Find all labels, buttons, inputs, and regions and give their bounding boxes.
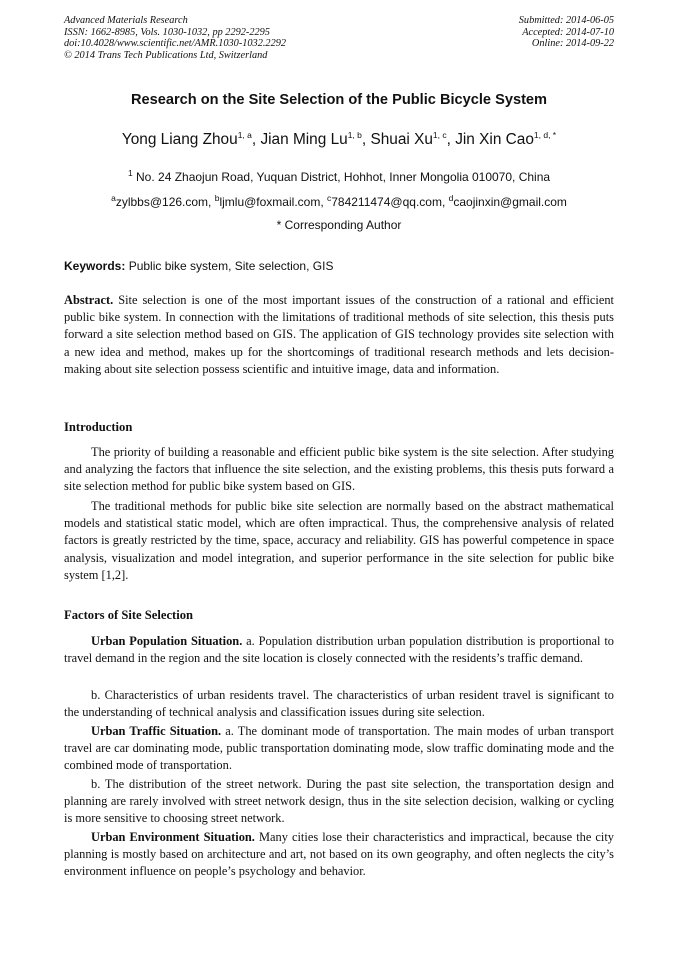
doi-line: doi:10.4028/www.scientific.net/AMR.1030-1032.2292 xyxy=(64,38,287,50)
email-link[interactable]: 784211474@qq.com, xyxy=(331,195,449,209)
journal-name: Advanced Materials Research xyxy=(64,15,188,26)
factors-paragraph: Urban Environment Situation. Many cities lose their characteristics and impractical, because the city planning is mostly based on architecture and art, not based on its own geography, and often neglects the city’s environment influence on people’s psychology and behavior. xyxy=(64,830,615,879)
introduction-heading: Introduction xyxy=(64,420,133,434)
journal-header-left xyxy=(64,15,286,61)
keywords-label: Keywords: xyxy=(64,259,126,273)
email-link[interactable]: zylbbs@126.com, xyxy=(115,195,215,209)
author: Shuai Xu$^{1, c}$, xyxy=(370,130,456,149)
keywords-text: Public bike system, Site selection, GIS xyxy=(125,259,334,273)
author-emails: $^a$zylbbs@126.com, $^b$ljmlu@foxmail.com, $^c$784211474@qq.com, $^d$caojinxin@gmail.com xyxy=(111,193,567,209)
abstract xyxy=(64,292,614,378)
affiliation: $^1$ No. 24 Zhaojun Road, Yuquan District, Hohhot, Inner Mongolia 010070, China xyxy=(127,168,551,184)
email-link[interactable]: ljmlu@foxmail.com, xyxy=(219,195,327,209)
online-date: Online: 2014-09-22 xyxy=(531,38,614,50)
author: Jian Ming Lu$^{1, b}$, xyxy=(260,130,371,149)
introduction-paragraph: The traditional methods for public bike site selection are normally based on the abstract mathematical models and statistical static model, which are often impractical. Thus, the comprehensive analysis of related factors is greatly restricted by the time, space, accuracy and reliability. GIS has powerful competence in space analysis, visualization and model integration, and superior performance in the site selection for public bike system [1,2]. xyxy=(64,499,614,582)
corresponding-author-note: * Corresponding Author xyxy=(276,218,402,232)
author: Yong Liang Zhou$^{1, a}$, xyxy=(121,130,261,149)
factors-heading: Factors of Site Selection xyxy=(64,608,194,622)
submitted-date: Submitted: 2014-06-05 xyxy=(518,15,614,26)
email-link[interactable]: caojinxin@gmail.com xyxy=(453,195,567,209)
introduction-paragraph: The priority of building a reasonable and efficient public bike system is the site selection. After studying and analyzing the factors that influence the site selection, and the existing problems, this thesis puts forward a site selection method for public bike system based on GIS. xyxy=(64,445,614,494)
journal-header-right xyxy=(519,15,614,50)
paper-title: Research on the Site Selection of the Public Bicycle System xyxy=(130,92,548,108)
author-list xyxy=(0,130,678,149)
copyright-line: © 2014 Trans Tech Publications Ltd, Switzerland xyxy=(64,49,268,61)
factors-paragraph: Urban Traffic Situation. a. The dominant mode of transportation. The main modes of urban transport travel are car dominating mode, public transportation dominating mode, slow traffic dominating mode and the combined mode of transportation. xyxy=(64,724,615,773)
issn-line: ISSN: 1662-8985, Vols. 1030-1032, pp 2292-2295 xyxy=(64,26,270,38)
accepted-date: Accepted: 2014-07-10 xyxy=(522,26,614,38)
keywords xyxy=(64,259,333,273)
factors-paragraph: b. Characteristics of urban residents travel. The characteristics of urban resident travel is significant to the understanding of technical analysis and classification issues during site selection. xyxy=(64,688,614,720)
author: Jin Xin Cao$^{1, d, *}$ xyxy=(455,130,557,149)
factors-paragraph: b. The distribution of the street network. During the past site selection, the transportation design and planning are rarely involved with street network design, thus in the site selection decision, walking or cycling is more sensitive to choosing street network. xyxy=(64,777,614,826)
abstract-text: Site selection is one of the most important issues of the construction of a rational and efficient public bike system. In connection with the limitations of traditional methods of site selection, this thesis puts forward a site selection method based on GIS. The application of GIS technology provides site selection with a new idea and method, makes up for the shortcomings of traditional research methods and lets decision-making about site selection possess scientific and intuitive image, data and information. xyxy=(64,293,614,376)
abstract-label: Abstract. xyxy=(64,293,114,307)
factors-paragraph: Urban Population Situation. a. Population distribution urban population distribution is proportional to travel demand in the region and the site location is closely connected with the residents’s traffic demand. xyxy=(64,634,614,666)
